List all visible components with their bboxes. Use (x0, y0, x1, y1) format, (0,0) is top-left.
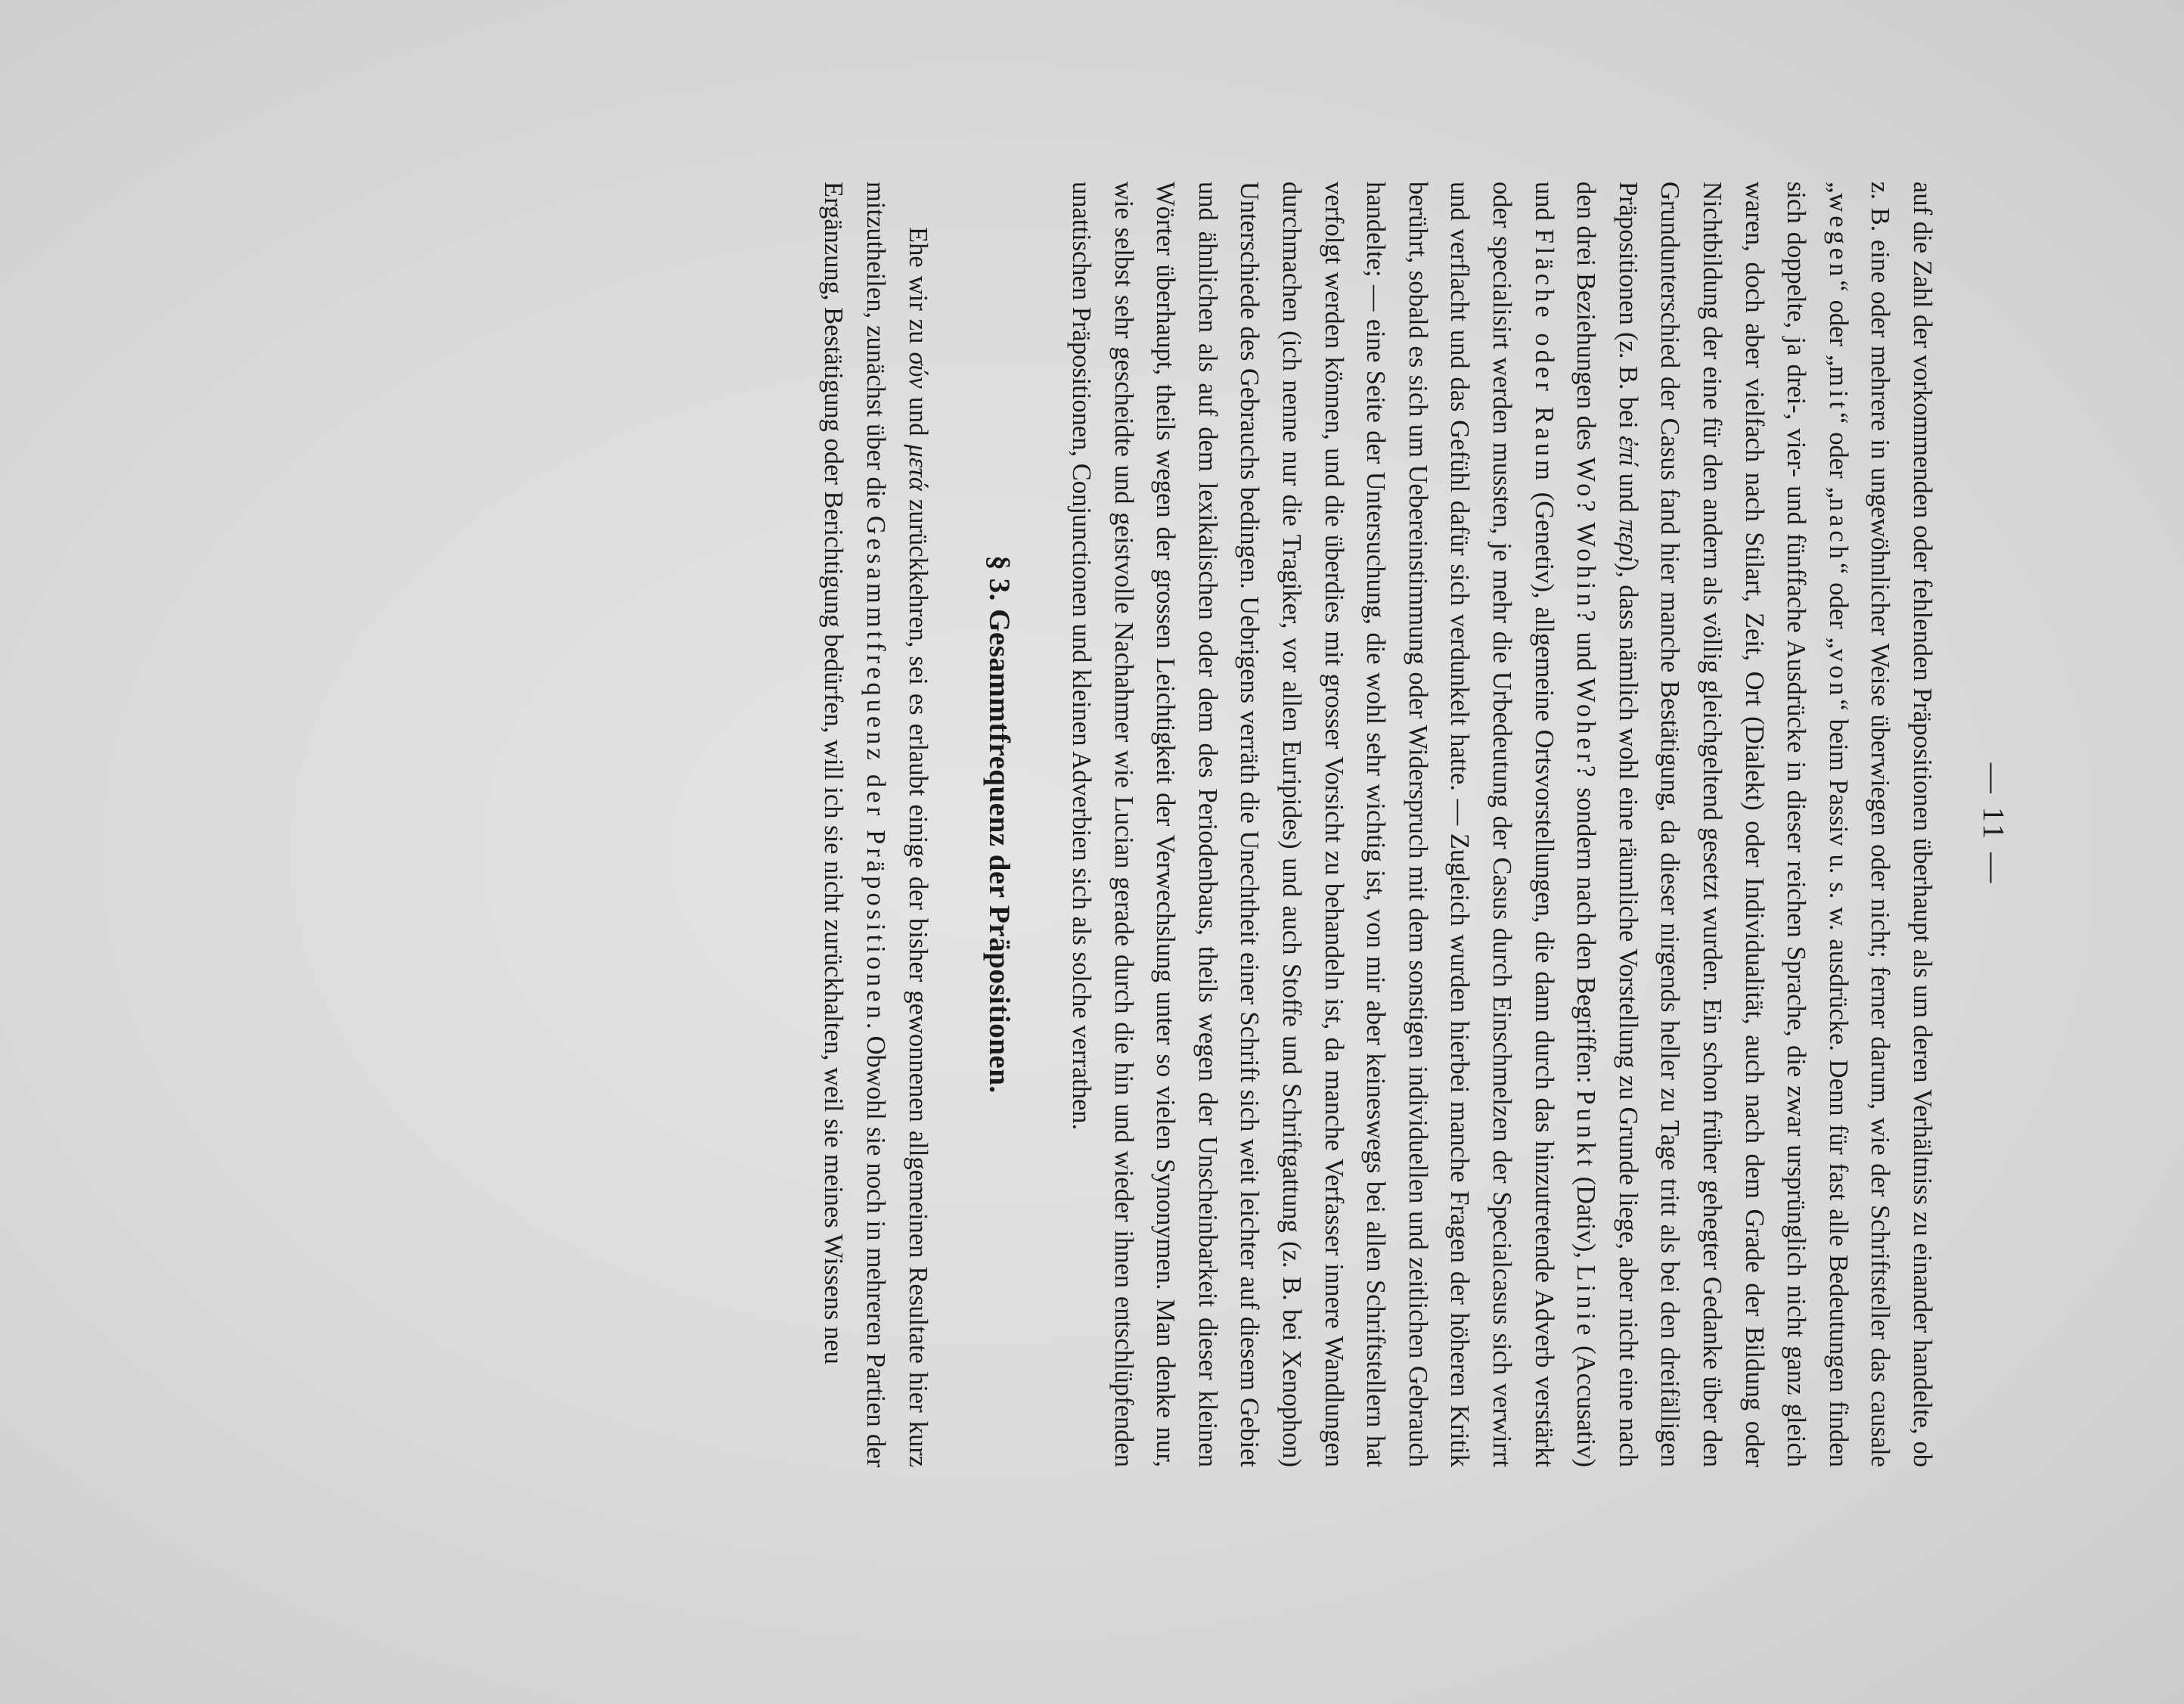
section-heading: § 3. Gesammtfrequenz der Präpositionen. (982, 555, 1016, 1094)
greek-word: περί (1613, 519, 1643, 563)
spaced-term: wegen (1823, 193, 1853, 281)
text-run: . Obwohl sie noch in mehreren Partien der Ergänzung, Bestätigung oder Berichtigung bedürfen, will ich sie nicht zurückhalten, weil sie meines Wissens neu (819, 182, 890, 1467)
text-run: und (1613, 466, 1643, 520)
text-run: “ oder „ (1823, 562, 1853, 649)
spaced-term: Wohin? (1571, 522, 1601, 625)
spaced-term: mit (1823, 366, 1853, 413)
spaced-term: von (1823, 648, 1853, 700)
text-run: ), dass nämlich wohl eine räumliche Vorstellung zu Grunde liege, aber nicht eine nach den drei Beziehungen des (1571, 182, 1643, 1468)
greek-word: σύν (903, 352, 932, 389)
text-run: Ehe wir zu (903, 227, 932, 352)
spaced-term: Fläche oder Raum (1529, 228, 1559, 484)
spaced-term: Gesammtfrequenz der Präpositionen (861, 515, 890, 1023)
body-paragraph-1 (1060, 182, 1943, 1467)
spaced-term: Woher? (1571, 678, 1601, 781)
greek-word: μετά (903, 444, 932, 491)
text-run: (Accusativ) und (1529, 182, 1601, 1467)
text-run: sondern nach den Begriffen: (1571, 781, 1601, 1091)
text-run: auf die Zahl der vorkommenden oder fehlenden Präpositionen überhaupt als um deren Verhältniss zu einander handelte, ob z. B. eine oder mehrere in ungewöhnlicher Weise überwiegen oder nicht; ferner darum, wie der Schriftsteller das causale „ (1823, 182, 1937, 1467)
rotated-book-page (348, 182, 2012, 1467)
spaced-term: nach (1823, 498, 1853, 563)
text-run: “ oder „ (1823, 412, 1853, 498)
text-run: (Dativ), (1571, 1169, 1601, 1265)
body-paragraph-2 (812, 182, 938, 1467)
text-run: “ beim Passiv u. s. w. ausdrücke. Denn für fast alle Bedeutungen finden sich doppelte, ja drei-, vier- und fünffache Ausdrücke in dieser reichen Sprache, die zwar ursprünglich nicht ganz gleich waren, doch aber vielfach nach Stilart, Zeit, Ort (Dialekt) oder Individualität, auch nach dem Grade der Bildung oder Nichtbildung der eine für den andern als völlig gleichgeltend gesetzt wurden. Ein schon früher gehegter Gedanke über den Grundunterschied der Casus fand hier manche Bestätigung, da dieser nirgends heller zu Tage tritt als bei den dreifälligen Präpositionen (z. B. bei (1613, 182, 1853, 1467)
text-run: und (1571, 625, 1601, 678)
spaced-term: Linie (1571, 1265, 1601, 1339)
spaced-term: Punkt (1571, 1090, 1601, 1170)
text-run: “ oder „ (1823, 280, 1853, 367)
text-run: zurückkehren, sei es erlaubt einige der bisher gewonnenen allgemeinen Resultate hier kurz mitzutheilen, zunächst über die (861, 182, 932, 1467)
page-number: — 11 — (1977, 762, 2011, 886)
text-run: (Genetiv), allgemeine Ortsvorstellungen, die dann durch das hinzutretende Adverb verstärkt oder specialisirt werden mussten, je mehr die Urbedeutung der Casus durch Einschmelzen der Specialcasus sich verwirrt und verflacht und das Gefühl dafür sich verdunkelt hatte. — Zugleich wurden hierbei manche Fragen der höheren Kritik berührt, sobald es sich um Uebereinstimmung oder Widerspruch mit dem sonstigen individuellen und zeitlichen Gebrauch handelte; — eine Seite der Untersuchung, die wohl sehr wichtig ist, von mir aber keineswegs bei allen Schriftstellern hat verfolgt werden können, und die überdies mit grosser Vorsicht zu behandeln ist, da manche Verfasser innere Wandlungen durchmachen (ich nenne nur die Tragiker, vor allen Euripides) und auch Stoffe und Schriftgattung (z. B. bei Xenophon) Unterschiede des Gebrauchs bedingen. Uebrigens verräth die Unechtheit einer Schrift sich weit leichter auf diesem Gebiet und ähnlichen als auf dem lexikalischen oder dem des Periodenbaus, theils wegen der Unscheinbarkeit dieser kleinen Wörter überhaupt, theils wegen der grossen Leichtigkeit der Verwechslung unter so vielen Synonymen. Man denke nur, wie selbst sehr gescheidte und geistvolle Nachahmer wie Lucian gerade durch die hin und wieder ihnen entschlüpfenden unattischen Präpositionen, Conjunctionen und kleinen Adverbien sich als solche verrathen. (1067, 182, 1559, 1468)
spaced-term: Wo? (1571, 457, 1601, 516)
text-run: und (903, 388, 932, 445)
greek-word: ἐπί (1613, 436, 1643, 467)
